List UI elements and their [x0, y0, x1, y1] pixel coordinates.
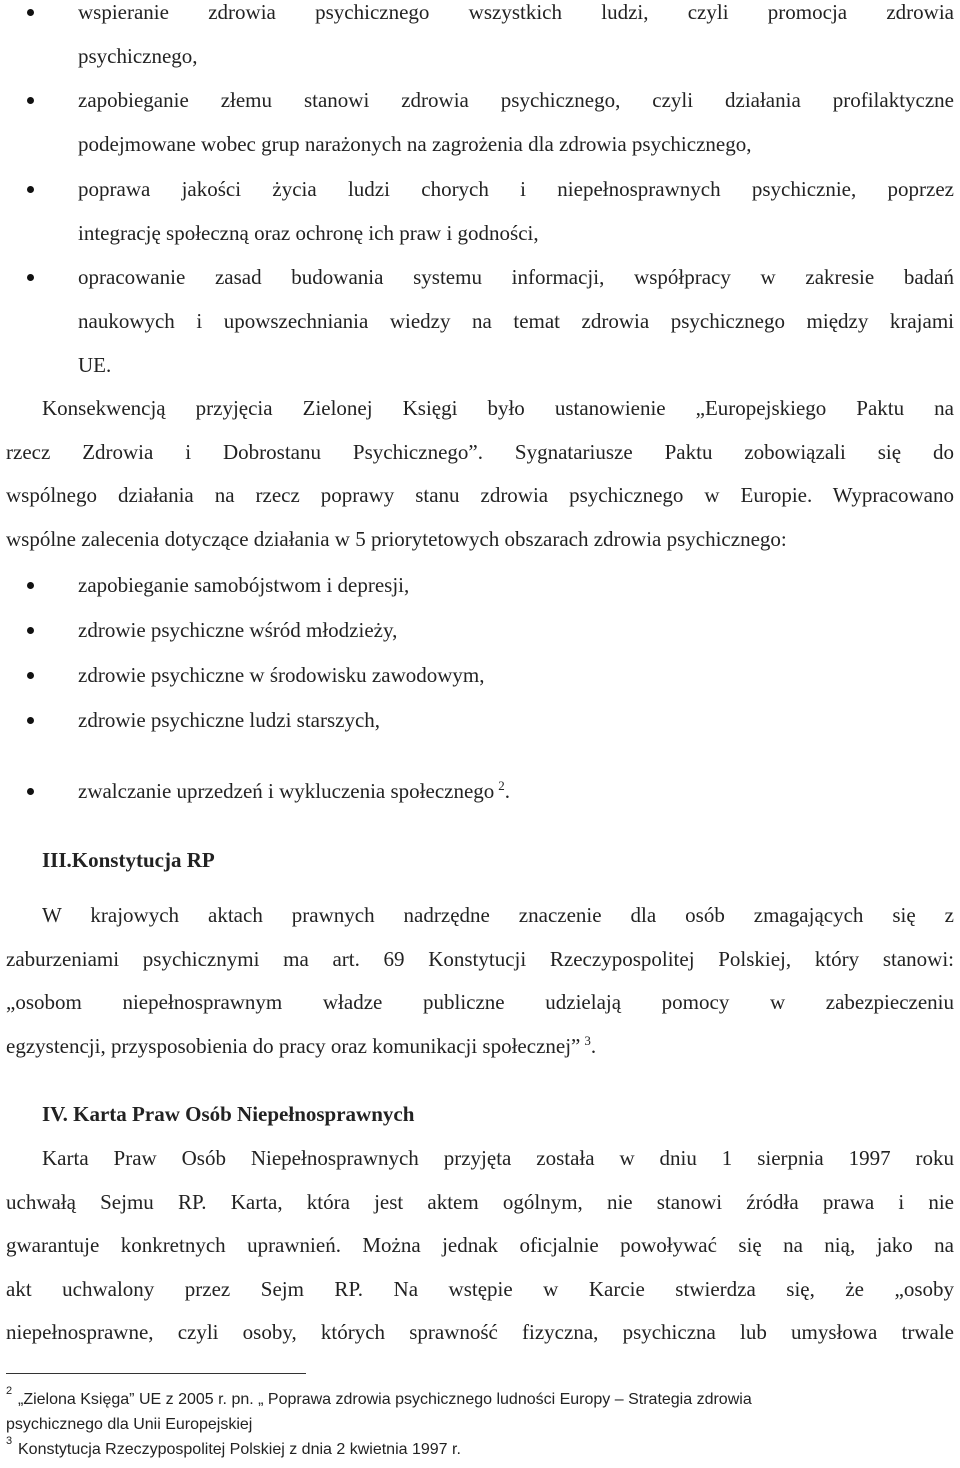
bullet-text — [78, 779, 510, 804]
bullet-text: zdrowie psychiczne w środowisku zawodowym, — [78, 663, 485, 687]
bullet-text: poprawa jakości życia ludzi chorych i niepełnosprawnych psychicznie, poprzez — [78, 177, 954, 201]
section-heading — [42, 1102, 414, 1127]
paragraph-line: Karta Praw Osób Niepełnosprawnych przyjęta została w dniu 1 sierpnia 1997 roku — [42, 1146, 954, 1170]
footnote-text: Konstytucja Rzeczypospolitej Polskiej z dnia 2 kwietnia 1997 r. — [18, 1441, 461, 1458]
bullet-text: zapobieganie samobójstwom i depresji, — [78, 573, 410, 597]
bullet-text: integrację społeczną oraz ochronę ich praw i godności, — [78, 221, 539, 245]
paragraph-line: wspólnego działania na rzecz poprawy stanu zdrowia psychicznego w Europie. Wypracowano — [6, 483, 954, 507]
bullet-text: zdrowie psychiczne wśród młodzieży, — [78, 618, 398, 642]
paragraph-line: gwarantuje konkretnych uprawnień. Można jednak oficjalnie powoływać się na nią, jako na — [6, 1233, 954, 1257]
paragraph-line: niepełnosprawne, czyli osoby, których sprawność fizyczna, psychiczna lub umysłowa trwale — [6, 1320, 954, 1344]
bullet-text: opracowanie zasad budowania systemu informacji, współpracy w zakresie badań — [78, 265, 954, 289]
footnote-number: 2 — [6, 1385, 13, 1397]
footnote-ref: 3 — [584, 1033, 591, 1048]
footnote-text: „Zielona Księga” UE z 2005 r. pn. „ Poprawa zdrowia psychicznego ludności Europy – Strategia zdrowia — [18, 1391, 752, 1408]
bullet-dot — [27, 186, 34, 193]
footnote-number: 3 — [6, 1435, 13, 1447]
paragraph-line-text: egzystencji, przysposobienia do pracy oraz komunikacji społecznej” — [6, 1034, 581, 1058]
section-title: Konstytucja RP — [71, 848, 215, 872]
bullet-dot — [27, 97, 34, 104]
bullet-text-main: zwalczanie uprzedzeń i wykluczenia społecznego — [78, 779, 495, 803]
section-number: III. — [42, 848, 72, 872]
bullet-dot — [27, 788, 34, 795]
bullet-dot — [27, 672, 34, 679]
bullet-dot — [27, 717, 34, 724]
footnote-separator — [6, 1373, 306, 1374]
bullet-text: psychicznego, — [78, 44, 198, 68]
bullet-text-end: . — [504, 779, 511, 803]
paragraph-line: wspólne zalecenia dotyczące działania w 5 priorytetowych obszarach zdrowia psychicznego: — [6, 527, 787, 551]
paragraph-line — [6, 1034, 596, 1059]
paragraph-line: rzecz Zdrowia i Dobrostanu Psychicznego”. Sygnatariusze Paktu zobowiązali się do — [6, 440, 954, 464]
paragraph-line-end: . — [590, 1034, 597, 1058]
section-number: IV. — [42, 1102, 68, 1126]
paragraph-line: uchwałą Sejmu RP. Karta, która jest aktem ogólnym, nie stanowi źródła prawa i nie — [6, 1190, 954, 1214]
bullet-dot — [27, 9, 34, 16]
paragraph-line: akt uchwalony przez Sejm RP. Na wstępie w Karcie stwierdza się, że „osoby — [6, 1277, 954, 1301]
bullet-text: zdrowie psychiczne ludzi starszych, — [78, 708, 381, 732]
footnote-text: psychicznego dla Unii Europejskiej — [6, 1416, 253, 1433]
bullet-text: zapobieganie złemu stanowi zdrowia psychicznego, czyli działania profilaktyczne — [78, 88, 954, 112]
bullet-dot — [27, 627, 34, 634]
paragraph-line: Konsekwencją przyjęcia Zielonej Księgi było ustanowienie „Europejskiego Paktu na — [42, 396, 954, 420]
paragraph-line: zaburzeniami psychicznymi ma art. 69 Konstytucji Rzeczypospolitej Polskiej, który stanowi: — [6, 947, 954, 971]
section-heading — [42, 848, 215, 873]
footnote-ref: 2 — [498, 778, 505, 793]
paragraph-line: W krajowych aktach prawnych nadrzędne znaczenie dla osób zmagających się z — [42, 903, 954, 927]
bullet-text: naukowych i upowszechniania wiedzy na temat zdrowia psychicznego między krajami — [78, 309, 954, 333]
paragraph-line: „osobom niepełnosprawnym władze publiczne udzielają pomocy w zabezpieczeniu — [6, 990, 954, 1014]
bullet-dot — [27, 582, 34, 589]
bullet-text: wspieranie zdrowia psychicznego wszystkich ludzi, czyli promocja zdrowia — [78, 0, 954, 24]
bullet-dot — [27, 274, 34, 281]
bullet-text: podejmowane wobec grup narażonych na zagrożenia dla zdrowia psychicznego, — [78, 132, 752, 156]
section-title: Karta Praw Osób Niepełnosprawnych — [73, 1102, 415, 1126]
bullet-text: UE. — [78, 353, 112, 377]
